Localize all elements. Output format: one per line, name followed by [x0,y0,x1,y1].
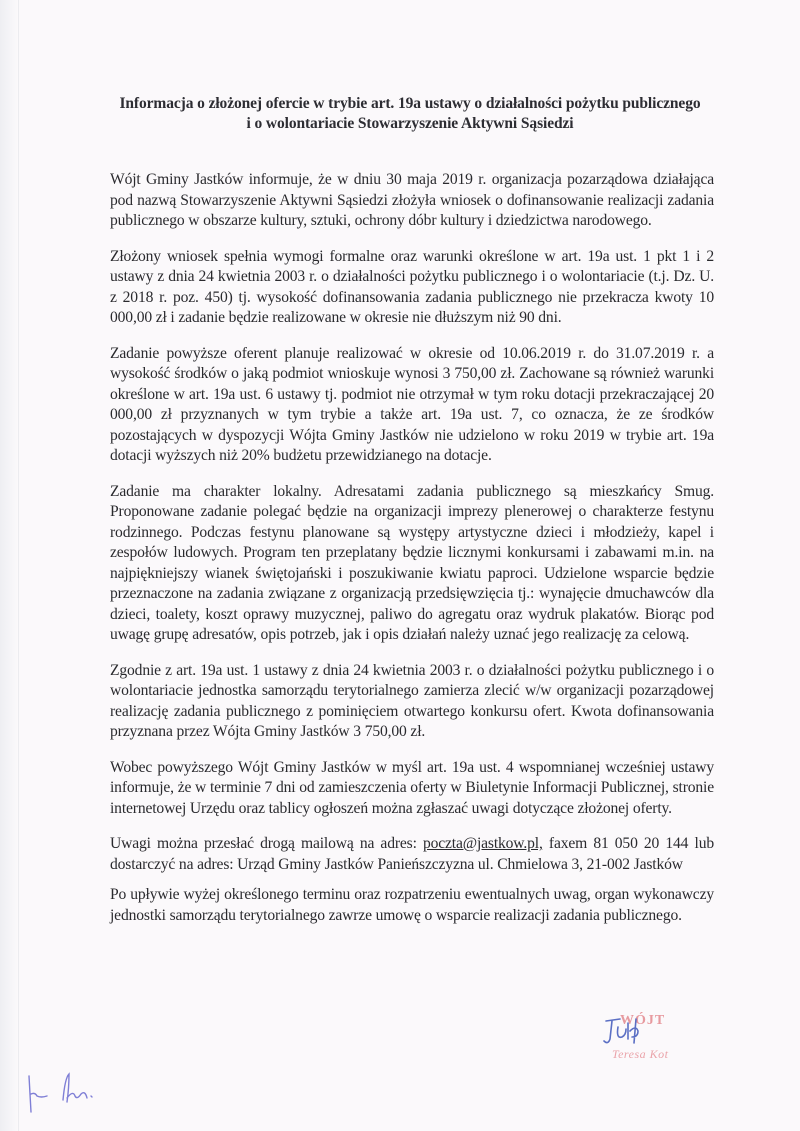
email-link[interactable]: poczta@jastkow.pl, [422,835,543,852]
paragraph-announcement: Wójt Gminy Jastków informuje, że w dniu 30 maja 2019 r. organizacja pozarządowa działająca pod nazwą Stowarzyszenie Aktywni Sąsiedzi złożyła wniosek o dofinansowanie realizacji zadania publicznego w obszarze kultury, sztuki, ochrony dóbr kultury i dziedzictwa narodowego. [110,171,714,229]
stamp-title: WÓJT [620,1013,666,1028]
title-line-2: i o wolontariacie Stowarzyszenie Aktywni Sąsiedzi [246,115,574,132]
handwritten-initials [25,1068,115,1123]
official-stamp [598,1013,688,1068]
paragraph-legal-basis: Zgodnie z art. 19a ust. 1 ustawy z dnia 24 kwietnia 2003 r. o działalności pożytku publicznego i o wolontariacie jednostka samorządu terytorialnego zamierza zlecić w/w organizacji pozarządowej realizację zadania publicznego z pominięciem otwartego konkursu ofert. Kwota dofinansowania przyznana przez Wójta Gminy Jastków 3 750,00 zł. [110,661,714,740]
document-body [110,170,714,941]
title-line-1: Informacja o złożonej ofercie w trybie art. 19a ustawy o działalności pożytku publicznego [119,95,701,112]
paragraph-task-description: Zadanie ma charakter lokalny. Adresatami zadania publicznego są mieszkańcy Smug. Proponowane zadanie polegać będzie na organizacji imprezy plenerowej o charakterze festynu rodzinnego. Podczas festynu planowane są występy artystyczne dzieci i młodzieży, kapel i zespołów ludowych. Program ten przeplatany będzie licznymi konkursami i zabawami m.in. na najpiękniejszy wianek świętojański i poszukiwanie kwiatu paproci. Udzielone wsparcie będzie przeznaczone na zadania związane z organizacją przedsięwzięcia tj.: wynajęcie dmuchawców dla dzieci, toalety, koszt oprawy muzycznej, paliwo do agregatu oraz wydruk plakatów. Biorąc pod uwagę grupę adresatów, opis potrzeb, jak i opis działań należy uznać jego realizację za celową. [110,482,714,643]
paragraph-closing: Po upływie wyżej określonego terminu oraz rozpatrzeniu ewentualnych uwag, organ wykonawczy jednostki samorządu terytorialnego zawrze umowę o wsparcie realizacji zadania publicznego. [110,886,714,924]
paragraph-contact [110,834,714,875]
paragraph-formal-requirements: Złożony wniosek spełnia wymogi formalne oraz warunki określone w art. 19a ust. 1 pkt 1 i 2 ustawy z dnia 24 kwietnia 2003 r. o działalności pożytku publicznego i o wolontariacie (t.j. Dz. U. z 2018 r. poz. 450) tj. wysokość dofinansowania zadania publicznego nie przekracza kwoty 10 000,00 zł i zadanie będzie realizowane w okresie nie dłuższym niż 90 dni. [110,247,714,326]
paragraph-period-and-funding: Zadanie powyższe oferent planuje realizować w okresie od 10.06.2019 r. do 31.07.2019 r. a wysokość środków o jaką podmiot wnioskuje wynosi 3 750,00 zł. Zachowane są również warunki określone w art. 19a ust. 6 ustawy tj. podmiot nie otrzymał w tym roku dotacji przekraczającej 20 000,00 zł przyznanych w tym trybie a także art. 19a ust. 7, co oznacza, że ze środków pozostających w dyspozycji Wójta Gminy Jastków nie udzielono w roku 2019 w trybie art. 19a dotacji wyższych niż 20% budżetu przewidzianego na dotacje. [110,344,714,464]
paragraph-comments-period: Wobec powyższego Wójt Gminy Jastków w myśl art. 19a ust. 4 wspomnianej wcześniej ustawy informuje, że w terminie 7 dni od zamieszczenia oferty w Biuletynie Informacji Publicznej, stronie internetowej Urzędu oraz tablicy ogłoszeń można zgłaszać uwagi dotyczące złożonej oferty. [110,758,714,817]
stamp-name: Teresa Kot [612,1047,669,1061]
contact-prefix: Uwagi można przesłać drogą mailową na adres: [110,835,423,852]
contact-suffix: faxem 81 050 20 144 lub dostarczyć na adres: Urząd Gminy Jastków Panieńszczyzna ul. Chmielowa 3, 21-002 Jastków [110,835,714,873]
initials-icon [25,1068,115,1118]
scanned-page-edge [0,0,19,1131]
document-title [100,94,720,134]
signature-icon [598,1013,668,1053]
